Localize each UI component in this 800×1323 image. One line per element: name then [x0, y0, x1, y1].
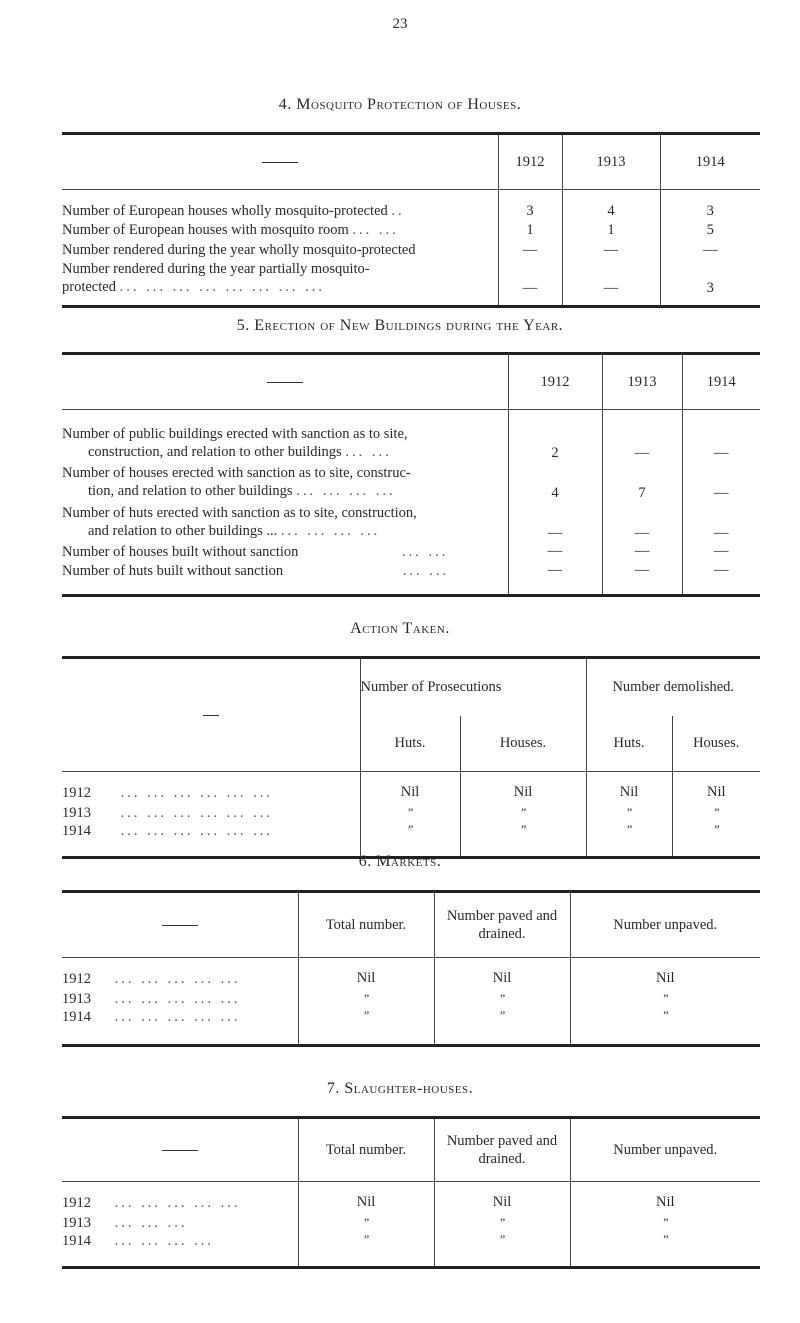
- col-unpaved: Number unpaved.: [570, 1118, 760, 1182]
- table-row: Number of European houses with mosquito room ... ... 1 1 5: [62, 220, 760, 240]
- year-header: 1914: [682, 354, 760, 410]
- table-row: Number of huts built without sanction ... ... — — —: [62, 562, 760, 596]
- group-header-demolished: Number demolished.: [586, 658, 760, 716]
- table-row: 1913 ... ... ... ... ... ... ” ” ” ”: [62, 804, 760, 822]
- subheader-houses: Houses.: [460, 716, 586, 772]
- subheader-houses: Houses.: [672, 716, 760, 772]
- table-row: 1912 ... ... ... ... ... ... Nil Nil Nil Nil: [62, 772, 760, 804]
- table-row: 1914 ... ... ... ... ... ... ” ” ” ”: [62, 822, 760, 858]
- col-total-number: Total number.: [298, 1118, 434, 1182]
- stub-dash: [62, 892, 298, 958]
- year-header: 1913: [562, 134, 660, 190]
- slaughter-table: [62, 1116, 760, 1269]
- buildings-table: [62, 352, 760, 597]
- year-header: 1912: [508, 354, 602, 410]
- table-row: 1914 ... ... ... ... ... ” ” ”: [62, 1008, 760, 1046]
- action-heading: Action Taken.: [350, 620, 450, 637]
- table-row: Number rendered during the year partially mosquito- protected ... ... ... ... ... ... ... ... — — 3: [62, 260, 760, 306]
- year-header: 1913: [602, 354, 682, 410]
- mosquito-heading: 4. Mosquito Protection of Houses.: [278, 96, 522, 113]
- table-row: Number of houses erected with sanction as to site, construc- tion, and relation to other buildings ... ... ... ... 4 7 —: [62, 462, 760, 502]
- table-row: Number of houses built without sanction ... ... — — —: [62, 542, 760, 562]
- stub-dash: [62, 354, 508, 410]
- group-header-prosecutions: Number of Prosecutions: [360, 658, 586, 716]
- table-row: 1913 ... ... ... ” ” ”: [62, 1214, 760, 1232]
- col-paved-drained: Number paved and drained.: [434, 892, 570, 958]
- col-unpaved: Number unpaved.: [570, 892, 760, 958]
- stub-dash: [62, 1118, 298, 1182]
- table-row: 1912 ... ... ... ... ... Nil Nil Nil: [62, 958, 760, 990]
- stub-dash: [62, 658, 360, 772]
- stub-dash: [62, 134, 498, 190]
- table-row: 1913 ... ... ... ... ... ” ” ”: [62, 990, 760, 1008]
- subheader-huts: Huts.: [586, 716, 672, 772]
- table-row: 1912 ... ... ... ... ... Nil Nil Nil: [62, 1182, 760, 1214]
- table-row: 1914 ... ... ... ... ” ” ”: [62, 1232, 760, 1268]
- markets-table: [62, 890, 760, 1047]
- table-row: Number of European houses wholly mosquito-protected .. 3 4 3: [62, 190, 760, 221]
- subheader-huts: Huts.: [360, 716, 460, 772]
- buildings-heading: 5. Erection of New Buildings during the Year.: [236, 317, 564, 334]
- page-number: 23: [392, 16, 408, 32]
- col-total-number: Total number.: [298, 892, 434, 958]
- col-paved-drained: Number paved and drained.: [434, 1118, 570, 1182]
- table-row: Number of huts erected with sanction as to site, construction, and relation to other buildings ... ... ... ... ... — — —: [62, 502, 760, 542]
- slaughter-heading: 7. Slaughter-houses.: [326, 1080, 474, 1097]
- action-table: [62, 656, 760, 859]
- year-header: 1914: [660, 134, 760, 190]
- mosquito-table: [62, 132, 760, 308]
- year-header: 1912: [498, 134, 562, 190]
- table-row: Number rendered during the year wholly mosquito-protected — — —: [62, 240, 760, 260]
- markets-heading: 6. Markets.: [358, 853, 442, 870]
- table-row: Number of public buildings erected with sanction as to site, construction, and relation to other buildings ... ... 2 — —: [62, 410, 760, 462]
